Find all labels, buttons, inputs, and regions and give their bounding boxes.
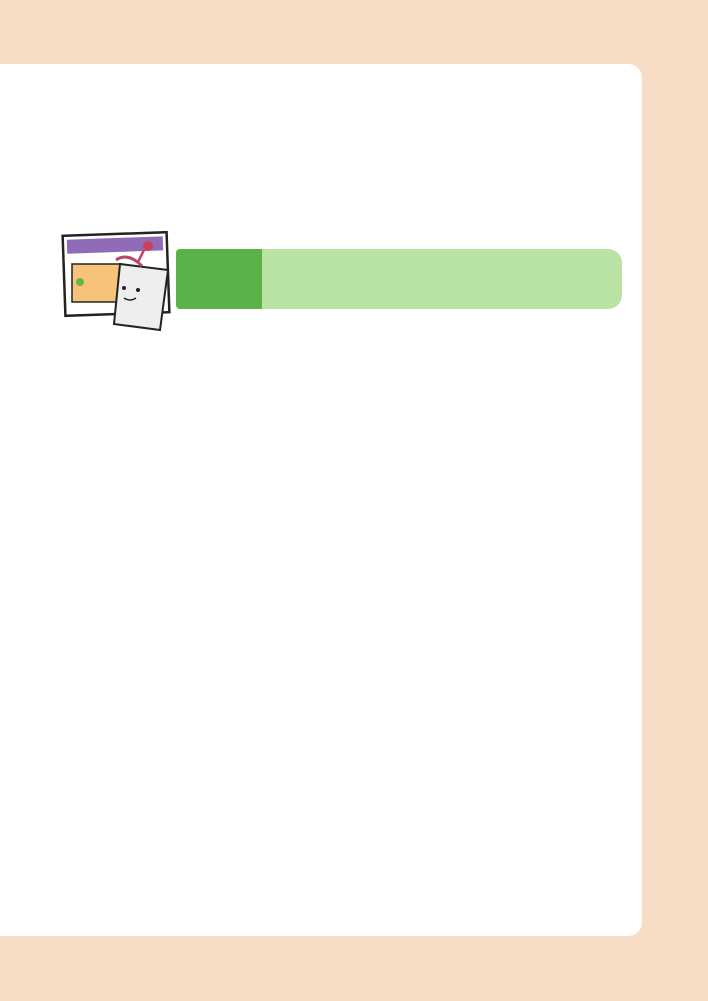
- chapter-tag: [176, 249, 262, 309]
- chapter-illustration: [58, 226, 188, 346]
- page-sheet: [0, 64, 642, 936]
- chapter-banner: [176, 249, 622, 309]
